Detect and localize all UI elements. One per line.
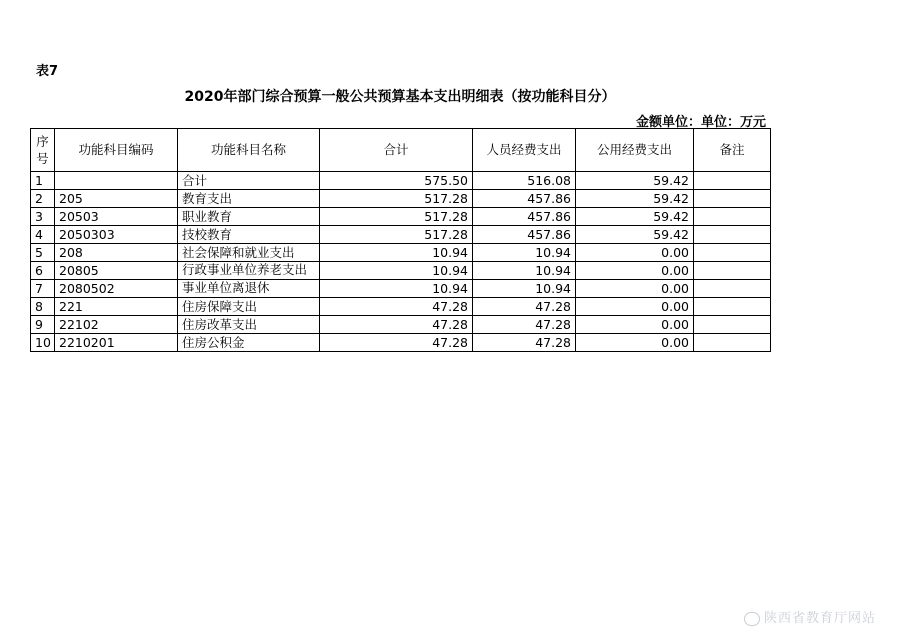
table-row bbox=[31, 208, 771, 226]
cell-remark bbox=[694, 190, 771, 208]
watermark bbox=[744, 607, 876, 626]
cell-code: 2080502 bbox=[55, 280, 178, 298]
cell-code: 2050303 bbox=[55, 226, 178, 244]
cell-name: 社会保障和就业支出 bbox=[178, 244, 320, 262]
table-row bbox=[31, 316, 771, 334]
table-row bbox=[31, 244, 771, 262]
table-row bbox=[31, 298, 771, 316]
cell-personnel: 47.28 bbox=[473, 298, 576, 316]
table-header-row bbox=[31, 129, 771, 172]
watermark-logo-icon bbox=[744, 612, 760, 626]
cell-total: 517.28 bbox=[320, 190, 473, 208]
page-title: 2020年部门综合预算一般公共预算基本支出明细表（按功能科目分） bbox=[184, 89, 616, 105]
cell-public: 59.42 bbox=[576, 172, 694, 190]
unit-label: 金额单位：单位：万元 bbox=[635, 115, 766, 130]
cell-public: 0.00 bbox=[576, 334, 694, 352]
cell-name: 技校教育 bbox=[178, 226, 320, 244]
cell-seq: 10 bbox=[31, 334, 55, 352]
cell-total: 47.28 bbox=[320, 316, 473, 334]
cell-public: 0.00 bbox=[576, 298, 694, 316]
budget-table bbox=[30, 128, 771, 352]
cell-code: 20503 bbox=[55, 208, 178, 226]
cell-total: 517.28 bbox=[320, 226, 473, 244]
cell-seq: 8 bbox=[31, 298, 55, 316]
cell-total: 47.28 bbox=[320, 298, 473, 316]
cell-name: 事业单位离退休 bbox=[178, 280, 320, 298]
cell-total: 10.94 bbox=[320, 262, 473, 280]
cell-public: 0.00 bbox=[576, 316, 694, 334]
cell-remark bbox=[694, 334, 771, 352]
watermark-text: 陕西省教育厅网站 bbox=[763, 611, 876, 626]
header-seq: 序号 bbox=[31, 129, 55, 172]
table-row bbox=[31, 262, 771, 280]
header-personnel: 人员经费支出 bbox=[473, 129, 576, 172]
cell-code: 208 bbox=[55, 244, 178, 262]
cell-personnel: 457.86 bbox=[473, 208, 576, 226]
cell-seq: 3 bbox=[31, 208, 55, 226]
cell-personnel: 457.86 bbox=[473, 190, 576, 208]
cell-public: 59.42 bbox=[576, 226, 694, 244]
cell-personnel: 47.28 bbox=[473, 334, 576, 352]
cell-total: 575.50 bbox=[320, 172, 473, 190]
cell-personnel: 47.28 bbox=[473, 316, 576, 334]
cell-name: 住房改革支出 bbox=[178, 316, 320, 334]
cell-public: 59.42 bbox=[576, 208, 694, 226]
header-code: 功能科目编码 bbox=[55, 129, 178, 172]
cell-seq: 2 bbox=[31, 190, 55, 208]
cell-public: 0.00 bbox=[576, 244, 694, 262]
cell-name: 住房公积金 bbox=[178, 334, 320, 352]
table-label: 表7 bbox=[36, 64, 59, 79]
cell-public: 0.00 bbox=[576, 262, 694, 280]
cell-name: 教育支出 bbox=[178, 190, 320, 208]
table-row bbox=[31, 172, 771, 190]
cell-seq: 9 bbox=[31, 316, 55, 334]
cell-remark bbox=[694, 226, 771, 244]
cell-name: 行政事业单位养老支出 bbox=[178, 262, 320, 280]
cell-remark bbox=[694, 244, 771, 262]
cell-public: 0.00 bbox=[576, 280, 694, 298]
header-name: 功能科目名称 bbox=[178, 129, 320, 172]
cell-name: 职业教育 bbox=[178, 208, 320, 226]
cell-personnel: 457.86 bbox=[473, 226, 576, 244]
cell-remark bbox=[694, 172, 771, 190]
cell-total: 47.28 bbox=[320, 334, 473, 352]
cell-remark bbox=[694, 208, 771, 226]
header-total: 合计 bbox=[320, 129, 473, 172]
cell-seq: 4 bbox=[31, 226, 55, 244]
cell-remark bbox=[694, 280, 771, 298]
cell-remark bbox=[694, 316, 771, 334]
cell-code bbox=[55, 172, 178, 190]
cell-public: 59.42 bbox=[576, 190, 694, 208]
cell-seq: 5 bbox=[31, 244, 55, 262]
cell-remark bbox=[694, 298, 771, 316]
cell-personnel: 10.94 bbox=[473, 280, 576, 298]
cell-name: 合计 bbox=[178, 172, 320, 190]
cell-seq: 6 bbox=[31, 262, 55, 280]
cell-code: 205 bbox=[55, 190, 178, 208]
table-row bbox=[31, 226, 771, 244]
cell-total: 10.94 bbox=[320, 244, 473, 262]
table-row bbox=[31, 190, 771, 208]
cell-seq: 1 bbox=[31, 172, 55, 190]
header-public: 公用经费支出 bbox=[576, 129, 694, 172]
table-row bbox=[31, 334, 771, 352]
cell-seq: 7 bbox=[31, 280, 55, 298]
cell-remark bbox=[694, 262, 771, 280]
cell-total: 517.28 bbox=[320, 208, 473, 226]
cell-code: 20805 bbox=[55, 262, 178, 280]
header-remark: 备注 bbox=[694, 129, 771, 172]
cell-personnel: 516.08 bbox=[473, 172, 576, 190]
cell-code: 221 bbox=[55, 298, 178, 316]
cell-code: 22102 bbox=[55, 316, 178, 334]
cell-personnel: 10.94 bbox=[473, 262, 576, 280]
cell-total: 10.94 bbox=[320, 280, 473, 298]
cell-name: 住房保障支出 bbox=[178, 298, 320, 316]
cell-code: 2210201 bbox=[55, 334, 178, 352]
cell-personnel: 10.94 bbox=[473, 244, 576, 262]
table-row bbox=[31, 280, 771, 298]
